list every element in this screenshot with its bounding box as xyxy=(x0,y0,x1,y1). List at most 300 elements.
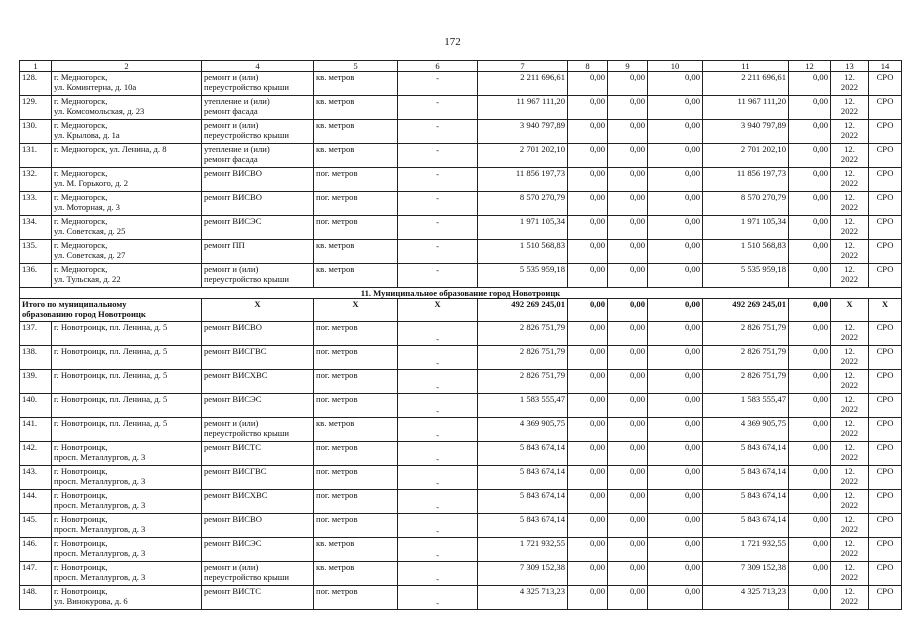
value-cell: 0,00 xyxy=(568,168,608,192)
cost-fund-cell: 1 583 555,47 xyxy=(703,394,789,418)
table-row xyxy=(20,370,902,394)
table-row xyxy=(20,96,902,120)
address-line: г. Новотроицк, xyxy=(54,562,108,572)
work-type-line: ремонт фасада xyxy=(204,154,258,164)
method-cell: СРО xyxy=(869,192,902,216)
totals-value: 0,00 xyxy=(608,299,648,322)
address-line: г. Новотроицк, xyxy=(54,514,108,524)
deadline-line: 2022 xyxy=(840,82,859,92)
work-type-line: ремонт фасада xyxy=(204,106,258,116)
value-cell: 0,00 xyxy=(789,370,831,394)
deadline-cell xyxy=(831,144,869,168)
unit-cell: пог. метров xyxy=(314,168,398,192)
value-cell: 0,00 xyxy=(608,442,648,466)
dash-cell: - xyxy=(398,418,478,442)
dash-cell: - xyxy=(398,586,478,610)
method-cell: СРО xyxy=(869,240,902,264)
column-number: 11 xyxy=(703,61,789,72)
unit-cell: кв. метров xyxy=(314,144,398,168)
deadline-line: 2022 xyxy=(840,178,859,188)
work-type-cell xyxy=(202,322,314,346)
cost-total-cell: 2 826 751,79 xyxy=(478,322,568,346)
address-line: г. Медногорск, xyxy=(54,120,108,130)
cost-total-cell: 4 369 905,75 xyxy=(478,418,568,442)
value-cell: 0,00 xyxy=(608,72,648,96)
totals-cost: 492 269 245,01 xyxy=(478,299,568,322)
work-type-cell xyxy=(202,490,314,514)
column-number: 12 xyxy=(789,61,831,72)
value-cell: 0,00 xyxy=(648,586,703,610)
totals-x: X xyxy=(202,299,314,322)
value-cell: 0,00 xyxy=(648,394,703,418)
work-type-cell xyxy=(202,192,314,216)
address-line: просп. Металлургов, д. 3 xyxy=(54,524,146,534)
deadline-line: 2022 xyxy=(840,380,859,390)
unit-cell: кв. метров xyxy=(314,240,398,264)
cost-total-cell: 5 843 674,14 xyxy=(478,490,568,514)
value-cell: 0,00 xyxy=(608,418,648,442)
work-type-cell xyxy=(202,418,314,442)
deadline-line: 2022 xyxy=(840,332,859,342)
unit-cell: пог. метров xyxy=(314,586,398,610)
work-type-line: ремонт ВИСВО xyxy=(204,192,262,202)
table-row xyxy=(20,514,902,538)
value-cell: 0,00 xyxy=(568,466,608,490)
column-number: 14 xyxy=(869,61,902,72)
dash-cell: - xyxy=(398,514,478,538)
unit-cell: кв. метров xyxy=(314,538,398,562)
deadline-cell xyxy=(831,240,869,264)
table-row xyxy=(20,418,902,442)
cost-total-cell: 3 940 797,89 xyxy=(478,120,568,144)
method-cell: СРО xyxy=(869,514,902,538)
value-cell: 0,00 xyxy=(568,514,608,538)
dash-cell: - xyxy=(398,466,478,490)
row-number: 144. xyxy=(20,490,52,514)
table-row xyxy=(20,346,902,370)
value-cell: 0,00 xyxy=(789,120,831,144)
cost-total-cell: 1 971 105,34 xyxy=(478,216,568,240)
row-number: 135. xyxy=(20,240,52,264)
address-cell xyxy=(52,144,202,168)
work-type-cell xyxy=(202,538,314,562)
totals-value: 0,00 xyxy=(789,299,831,322)
cost-total-cell: 1 721 932,55 xyxy=(478,538,568,562)
value-cell: 0,00 xyxy=(648,370,703,394)
value-cell: 0,00 xyxy=(568,394,608,418)
cost-fund-cell: 4 369 905,75 xyxy=(703,418,789,442)
unit-cell: кв. метров xyxy=(314,418,398,442)
address-line: просп. Металлургов, д. 3 xyxy=(54,548,146,558)
work-type-line: переустройство крыши xyxy=(204,572,289,582)
column-number: 2 xyxy=(52,61,202,72)
value-cell: 0,00 xyxy=(648,240,703,264)
deadline-line: 12. xyxy=(844,120,855,130)
deadline-cell xyxy=(831,562,869,586)
address-cell xyxy=(52,322,202,346)
deadline-line: 12. xyxy=(844,346,855,356)
cost-total-cell: 5 843 674,14 xyxy=(478,514,568,538)
method-cell: СРО xyxy=(869,394,902,418)
totals-x: X xyxy=(869,299,902,322)
cost-total-cell: 2 826 751,79 xyxy=(478,346,568,370)
method-cell: СРО xyxy=(869,168,902,192)
value-cell: 0,00 xyxy=(789,538,831,562)
address-line: ул. Советская, д. 25 xyxy=(54,226,126,236)
unit-cell: кв. метров xyxy=(314,96,398,120)
address-cell xyxy=(52,490,202,514)
cost-fund-cell: 3 940 797,89 xyxy=(703,120,789,144)
address-line: ул. Винокурова, д. 6 xyxy=(54,596,128,606)
dash-cell: - xyxy=(398,144,478,168)
row-number: 131. xyxy=(20,144,52,168)
value-cell: 0,00 xyxy=(648,72,703,96)
work-type-cell xyxy=(202,442,314,466)
cost-fund-cell: 2 701 202,10 xyxy=(703,144,789,168)
deadline-line: 12. xyxy=(844,418,855,428)
deadline-cell xyxy=(831,418,869,442)
row-number: 136. xyxy=(20,264,52,288)
deadline-line: 12. xyxy=(844,586,855,596)
totals-cost-fund: 492 269 245,01 xyxy=(703,299,789,322)
address-line: г. Медногорск, xyxy=(54,192,108,202)
deadline-line: 12. xyxy=(844,394,855,404)
address-cell xyxy=(52,192,202,216)
value-cell: 0,00 xyxy=(608,168,648,192)
value-cell: 0,00 xyxy=(608,240,648,264)
work-type-line: переустройство крыши xyxy=(204,428,289,438)
work-type-line: ремонт и (или) xyxy=(204,264,259,274)
deadline-line: 12. xyxy=(844,144,855,154)
row-number: 145. xyxy=(20,514,52,538)
address-line: г. Новотроицк, xyxy=(54,466,108,476)
table-row xyxy=(20,322,902,346)
address-line: ул. Моторная, д. 3 xyxy=(54,202,120,212)
value-cell: 0,00 xyxy=(648,538,703,562)
work-type-line: утепление и (или) xyxy=(204,144,270,154)
method-cell: СРО xyxy=(869,538,902,562)
row-number: 146. xyxy=(20,538,52,562)
value-cell: 0,00 xyxy=(648,96,703,120)
value-cell: 0,00 xyxy=(568,586,608,610)
unit-cell: кв. метров xyxy=(314,562,398,586)
value-cell: 0,00 xyxy=(568,120,608,144)
cost-fund-cell: 2 826 751,79 xyxy=(703,322,789,346)
work-type-line: ремонт ВИСЭС xyxy=(204,538,262,548)
cost-fund-cell: 11 856 197,73 xyxy=(703,168,789,192)
value-cell: 0,00 xyxy=(568,538,608,562)
totals-value: 0,00 xyxy=(568,299,608,322)
row-number: 130. xyxy=(20,120,52,144)
cost-fund-cell: 1 721 932,55 xyxy=(703,538,789,562)
value-cell: 0,00 xyxy=(568,192,608,216)
value-cell: 0,00 xyxy=(608,144,648,168)
deadline-cell xyxy=(831,192,869,216)
value-cell: 0,00 xyxy=(648,144,703,168)
deadline-cell xyxy=(831,216,869,240)
column-number: 7 xyxy=(478,61,568,72)
cost-total-cell: 7 309 152,38 xyxy=(478,562,568,586)
value-cell: 0,00 xyxy=(608,370,648,394)
address-line: г. Новотроицк, xyxy=(54,490,108,500)
dash-cell: - xyxy=(398,442,478,466)
value-cell: 0,00 xyxy=(568,72,608,96)
method-cell: СРО xyxy=(869,72,902,96)
dash-cell: - xyxy=(398,490,478,514)
totals-row xyxy=(20,299,902,322)
address-line: г. Медногорск, ул. Ленина, д. 8 xyxy=(54,144,167,154)
deadline-line: 12. xyxy=(844,538,855,548)
value-cell: 0,00 xyxy=(608,538,648,562)
column-number: 6 xyxy=(398,61,478,72)
address-line: ул. Крылова, д. 1а xyxy=(54,130,120,140)
deadline-line: 2022 xyxy=(840,226,859,236)
value-cell: 0,00 xyxy=(789,96,831,120)
dash-cell: - xyxy=(398,72,478,96)
deadline-cell xyxy=(831,370,869,394)
deadline-line: 12. xyxy=(844,168,855,178)
deadline-line: 2022 xyxy=(840,106,859,116)
unit-cell: пог. метров xyxy=(314,346,398,370)
value-cell: 0,00 xyxy=(568,442,608,466)
table-row xyxy=(20,168,902,192)
deadline-line: 12. xyxy=(844,442,855,452)
dash-cell: - xyxy=(398,216,478,240)
deadline-line: 12. xyxy=(844,72,855,82)
row-number: 147. xyxy=(20,562,52,586)
value-cell: 0,00 xyxy=(648,562,703,586)
row-number: 148. xyxy=(20,586,52,610)
deadline-line: 12. xyxy=(844,192,855,202)
address-cell xyxy=(52,514,202,538)
method-cell: СРО xyxy=(869,562,902,586)
address-line: г. Медногорск, xyxy=(54,168,108,178)
deadline-cell xyxy=(831,96,869,120)
row-number: 140. xyxy=(20,394,52,418)
work-type-line: переустройство крыши xyxy=(204,82,289,92)
work-type-line: ремонт ВИСВО xyxy=(204,322,262,332)
value-cell: 0,00 xyxy=(568,264,608,288)
value-cell: 0,00 xyxy=(568,562,608,586)
value-cell: 0,00 xyxy=(568,370,608,394)
value-cell: 0,00 xyxy=(648,490,703,514)
value-cell: 0,00 xyxy=(568,346,608,370)
unit-cell: пог. метров xyxy=(314,192,398,216)
work-type-cell xyxy=(202,144,314,168)
value-cell: 0,00 xyxy=(789,586,831,610)
address-line: ул. Тульская, д. 22 xyxy=(54,274,121,284)
deadline-line: 2022 xyxy=(840,202,859,212)
address-line: ул. Коминтерна, д. 10а xyxy=(54,82,137,92)
work-type-line: ремонт ВИСХВС xyxy=(204,370,268,380)
work-type-cell xyxy=(202,394,314,418)
value-cell: 0,00 xyxy=(568,322,608,346)
address-cell xyxy=(52,264,202,288)
value-cell: 0,00 xyxy=(648,466,703,490)
capital-repair-table xyxy=(19,60,902,610)
dash-cell: - xyxy=(398,168,478,192)
cost-fund-cell: 5 843 674,14 xyxy=(703,490,789,514)
address-line: ул. Комсомольская, д. 23 xyxy=(54,106,145,116)
method-cell: СРО xyxy=(869,216,902,240)
deadline-line: 12. xyxy=(844,490,855,500)
address-line: просп. Металлургов, д. 3 xyxy=(54,476,146,486)
work-type-cell xyxy=(202,216,314,240)
work-type-line: утепление и (или) xyxy=(204,96,270,106)
deadline-cell xyxy=(831,586,869,610)
deadline-cell xyxy=(831,466,869,490)
dash-cell: - xyxy=(398,346,478,370)
work-type-cell xyxy=(202,346,314,370)
cost-fund-cell: 8 570 270,79 xyxy=(703,192,789,216)
work-type-cell xyxy=(202,514,314,538)
row-number: 129. xyxy=(20,96,52,120)
work-type-line: ремонт ПП xyxy=(204,240,245,250)
deadline-cell xyxy=(831,120,869,144)
work-type-line: ремонт и (или) xyxy=(204,120,259,130)
row-number: 137. xyxy=(20,322,52,346)
value-cell: 0,00 xyxy=(568,240,608,264)
cost-total-cell: 11 967 111,20 xyxy=(478,96,568,120)
table-row xyxy=(20,586,902,610)
deadline-line: 2022 xyxy=(840,596,859,606)
value-cell: 0,00 xyxy=(648,442,703,466)
unit-cell: кв. метров xyxy=(314,72,398,96)
column-number: 1 xyxy=(20,61,52,72)
dash-cell: - xyxy=(398,370,478,394)
cost-total-cell: 2 701 202,10 xyxy=(478,144,568,168)
unit-cell: пог. метров xyxy=(314,442,398,466)
cost-fund-cell: 5 843 674,14 xyxy=(703,514,789,538)
table-row xyxy=(20,192,902,216)
value-cell: 0,00 xyxy=(648,514,703,538)
address-cell xyxy=(52,562,202,586)
value-cell: 0,00 xyxy=(648,264,703,288)
deadline-line: 2022 xyxy=(840,548,859,558)
work-type-line: ремонт ВИСГВС xyxy=(204,346,267,356)
cost-total-cell: 2 826 751,79 xyxy=(478,370,568,394)
dash-cell: - xyxy=(398,120,478,144)
value-cell: 0,00 xyxy=(789,144,831,168)
work-type-cell xyxy=(202,120,314,144)
work-type-cell xyxy=(202,466,314,490)
row-number: 134. xyxy=(20,216,52,240)
method-cell: СРО xyxy=(869,96,902,120)
cost-fund-cell: 1 510 568,83 xyxy=(703,240,789,264)
method-cell: СРО xyxy=(869,346,902,370)
deadline-line: 2022 xyxy=(840,356,859,366)
address-line: просп. Металлургов, д. 3 xyxy=(54,452,146,462)
table-row xyxy=(20,144,902,168)
deadline-line: 12. xyxy=(844,216,855,226)
deadline-line: 12. xyxy=(844,96,855,106)
deadline-line: 12. xyxy=(844,264,855,274)
deadline-cell xyxy=(831,394,869,418)
totals-x: X xyxy=(831,299,869,322)
address-cell xyxy=(52,394,202,418)
cost-fund-cell: 5 843 674,14 xyxy=(703,442,789,466)
address-cell xyxy=(52,240,202,264)
deadline-cell xyxy=(831,72,869,96)
deadline-line: 2022 xyxy=(840,428,859,438)
column-number: 5 xyxy=(314,61,398,72)
cost-total-cell: 4 325 713,23 xyxy=(478,586,568,610)
method-cell: СРО xyxy=(869,442,902,466)
totals-label xyxy=(20,299,202,322)
address-line: г. Новотроицк, пл. Ленина, д. 5 xyxy=(54,370,168,380)
cost-total-cell: 8 570 270,79 xyxy=(478,192,568,216)
address-cell xyxy=(52,96,202,120)
deadline-line: 2022 xyxy=(840,154,859,164)
deadline-line: 2022 xyxy=(840,404,859,414)
cost-total-cell: 11 856 197,73 xyxy=(478,168,568,192)
dash-cell: - xyxy=(398,240,478,264)
method-cell: СРО xyxy=(869,466,902,490)
column-number: 9 xyxy=(608,61,648,72)
deadline-cell xyxy=(831,538,869,562)
value-cell: 0,00 xyxy=(608,490,648,514)
dash-cell: - xyxy=(398,394,478,418)
value-cell: 0,00 xyxy=(568,216,608,240)
unit-cell: пог. метров xyxy=(314,370,398,394)
deadline-line: 12. xyxy=(844,240,855,250)
value-cell: 0,00 xyxy=(789,490,831,514)
value-cell: 0,00 xyxy=(608,120,648,144)
deadline-line: 2022 xyxy=(840,452,859,462)
address-cell xyxy=(52,120,202,144)
value-cell: 0,00 xyxy=(568,418,608,442)
totals-value: 0,00 xyxy=(648,299,703,322)
method-cell: СРО xyxy=(869,264,902,288)
work-type-cell xyxy=(202,264,314,288)
deadline-cell xyxy=(831,346,869,370)
value-cell: 0,00 xyxy=(789,394,831,418)
address-line: г. Новотроицк, пл. Ленина, д. 5 xyxy=(54,394,168,404)
cost-fund-cell: 7 309 152,38 xyxy=(703,562,789,586)
address-cell xyxy=(52,216,202,240)
deadline-line: 2022 xyxy=(840,130,859,140)
work-type-cell xyxy=(202,370,314,394)
column-number: 10 xyxy=(648,61,703,72)
unit-cell: пог. метров xyxy=(314,514,398,538)
method-cell: СРО xyxy=(869,586,902,610)
cost-fund-cell: 2 211 696,61 xyxy=(703,72,789,96)
row-number: 139. xyxy=(20,370,52,394)
value-cell: 0,00 xyxy=(568,96,608,120)
dash-cell: - xyxy=(398,192,478,216)
address-line: просп. Металлургов, д. 3 xyxy=(54,500,146,510)
work-type-cell xyxy=(202,72,314,96)
table-row xyxy=(20,466,902,490)
work-type-cell xyxy=(202,240,314,264)
value-cell: 0,00 xyxy=(648,346,703,370)
row-number: 133. xyxy=(20,192,52,216)
deadline-cell xyxy=(831,442,869,466)
deadline-line: 2022 xyxy=(840,476,859,486)
deadline-line: 2022 xyxy=(840,274,859,284)
address-cell xyxy=(52,442,202,466)
dash-cell: - xyxy=(398,538,478,562)
value-cell: 0,00 xyxy=(608,264,648,288)
work-type-line: ремонт ВИСВО xyxy=(204,168,262,178)
method-cell: СРО xyxy=(869,490,902,514)
work-type-line: ремонт ВИСТС xyxy=(204,442,262,452)
deadline-line: 12. xyxy=(844,514,855,524)
work-type-line: ремонт ВИСВО xyxy=(204,514,262,524)
deadline-line: 12. xyxy=(844,370,855,380)
table-row xyxy=(20,442,902,466)
work-type-line: ремонт ВИСТС xyxy=(204,586,262,596)
